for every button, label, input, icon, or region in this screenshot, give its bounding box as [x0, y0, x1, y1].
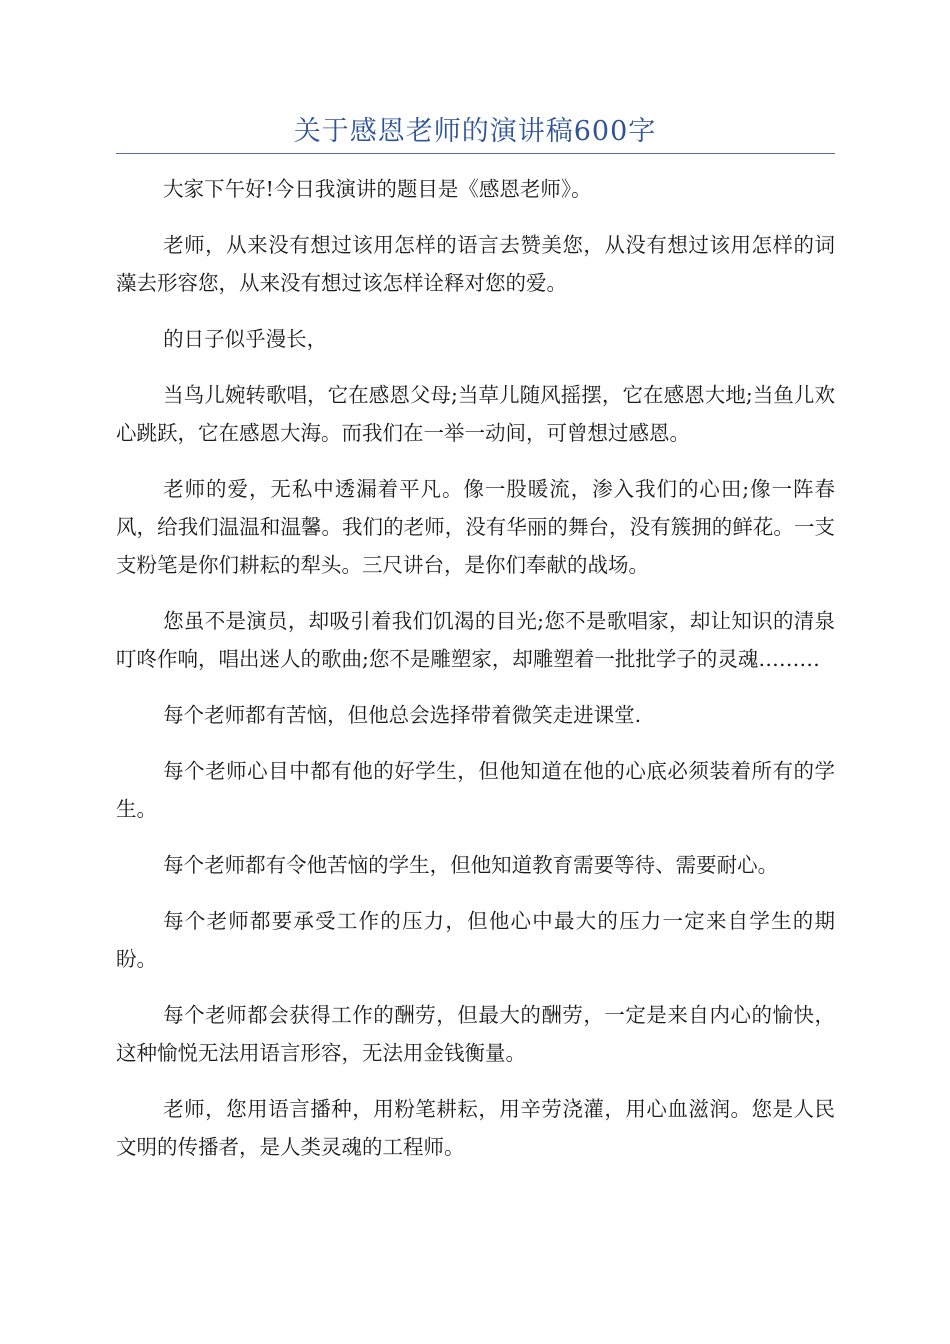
paragraph: 老师，从来没有想过该用怎样的语言去赞美您，从没有想过该用怎样的词藻去形容您，从来没有想过该怎样诠释对您的爱。	[116, 233, 835, 295]
paragraph: 每个老师都会获得工作的酬劳，但最大的酬劳，一定是来自内心的愉快，这种愉悦无法用语言形容，无法用金钱衡量。	[116, 1003, 835, 1065]
paragraph: 您虽不是演员，却吸引着我们饥渴的目光;您不是歌唱家，却让知识的清泉叮咚作响，唱出迷人的歌曲;您不是雕塑家，却雕塑着一批批学子的灵魂………	[116, 609, 835, 671]
document-body	[116, 170, 835, 1184]
document-title: 关于感恩老师的演讲稿600字	[293, 116, 657, 147]
paragraph: 老师，您用语言播种，用粉笔耕耘，用辛劳浇灌，用心血滋润。您是人民文明的传播者，是人类灵魂的工程师。	[116, 1097, 835, 1159]
paragraph: 每个老师都有令他苦恼的学生，但他知道教育需要等待、需要耐心。	[163, 853, 779, 877]
paragraph-greeting: 大家下午好!今日我演讲的题目是《感恩老师》。	[163, 177, 592, 201]
title-underline-rule	[116, 153, 835, 154]
paragraph: 每个老师心目中都有他的好学生，但他知道在他的心底必须装着所有的学生。	[116, 759, 835, 821]
paragraph: 老师的爱，无私中透漏着平凡。像一股暖流，渗入我们的心田;像一阵春风，给我们温温和温馨。我们的老师，没有华丽的舞台，没有簇拥的鲜花。一支支粉笔是你们耕耘的犁头。三尺讲台，是你们奉献的战场。	[116, 477, 835, 577]
paragraph: 每个老师都有苦恼，但他总会选择带着微笑走进课堂.	[163, 703, 642, 727]
paragraph: 当鸟儿婉转歌唱，它在感恩父母;当草儿随风摇摆，它在感恩大地;当鱼儿欢心跳跃，它在感恩大海。而我们在一举一动间，可曾想过感恩。	[116, 383, 835, 445]
paragraph: 每个老师都要承受工作的压力，但他心中最大的压力一定来自学生的期盼。	[116, 909, 835, 971]
paragraph: 的日子似乎漫长，	[163, 327, 328, 351]
